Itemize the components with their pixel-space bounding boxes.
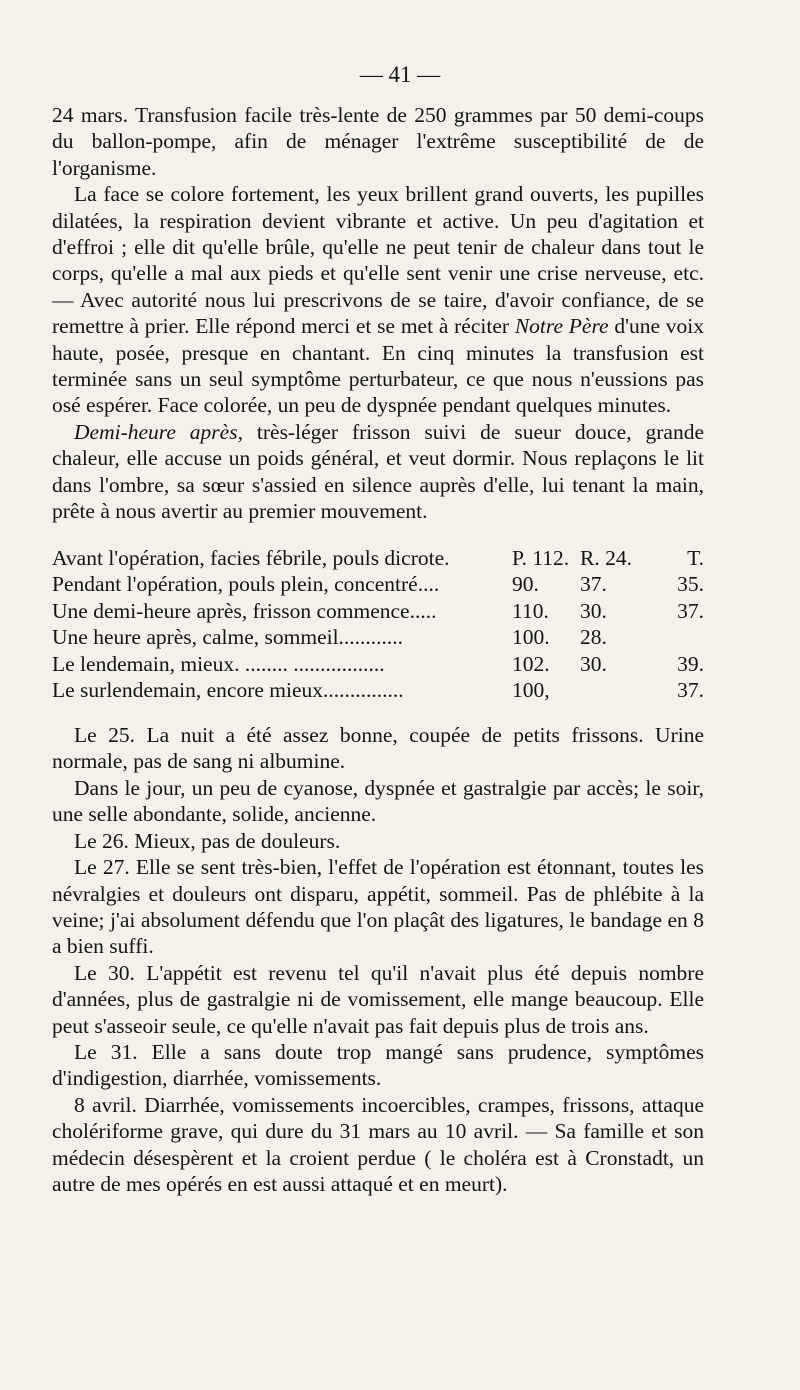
pulse-value: 102. <box>512 651 550 676</box>
paragraph: Le 27. Elle se sent très-bien, l'effet de l'opération est étonnant, toutes les névralgies et douleurs ont disparu, appétit, sommeil. Pas de phlébite à la veine; j'ai absolument défendu que l'on plaçât des ligatures, le bandage en 8 a bien suffi. <box>52 855 704 959</box>
page-number: — 41 — <box>359 62 441 87</box>
paragraph <box>52 419 704 525</box>
pulse-value: 100, <box>512 678 550 703</box>
observation-table <box>52 545 704 705</box>
observation-row <box>52 598 704 625</box>
italic-title: Notre Père <box>514 314 609 339</box>
paragraph-text: très-léger frisson suivi de sueur douce, grande chaleur, elle accuse un poids général, et veut dormir. Nous replaçons le lit dans l'ombre, sa sœur s'assied en silence auprès d'elle, lui tenant la main, prête à nous avertir au premier mouvement. <box>52 419 704 524</box>
observation-label: Pendant l'opération, pouls plein, concentré.... <box>52 572 440 597</box>
respiration-value: 30. <box>580 651 607 676</box>
paragraph: Le 31. Elle a sans doute trop mangé sans prudence, symptômes d'indigestion, diarrhée, vomissements. <box>52 1039 704 1091</box>
temperature-value: 39. <box>677 651 704 676</box>
paragraph-text: d'une voix haute, posée, presque en chantant. En cinq minutes la transfusion est terminée sans un seul symptôme perturbateur, ce que nous n'eussions pas osé espérer. Face colorée, un peu de dyspnée pendant quelques minutes. <box>52 314 705 418</box>
observation-label: Une demi-heure après, frisson commence..... <box>52 598 437 623</box>
respiration-value: 37. <box>580 572 607 597</box>
italic-phrase: Demi-heure après, <box>74 419 243 444</box>
paragraph: 8 avril. Diarrhée, vomissements incoercibles, crampes, frissons, attaque cholériforme grave, qui dure du 31 mars au 10 avril. — Sa famille et son médecin désespèrent et la croient perdue ( le choléra est à Cronstadt, un autre de mes opérés en est aussi attaqué et en meurt). <box>52 1092 704 1196</box>
observation-label: Le surlendemain, encore mieux............... <box>52 678 404 703</box>
temperature-value: 37. <box>677 598 704 623</box>
observation-row <box>52 677 704 704</box>
paragraph-text: La face se colore fortement, les yeux brillent grand ouverts, les pupilles dilatées, la respiration devient vibrante et active. Un peu d'agitation et d'effroi ; elle dit qu'elle brûle, qu'elle ne peut tenir de chaleur dans tout le corps, qu'elle a mal aux pieds et qu'elle sent venir une crise nerveuse, etc. — Avec autorité nous lui prescrivons de se taire, d'avoir confiance, de se remettre à prier. Elle répond merci et se met à réciter <box>52 182 704 339</box>
observation-label: Une heure après, calme, sommeil............ <box>52 625 404 650</box>
paragraph: 24 mars. Transfusion facile très-lente de 250 grammes par 50 demi-coups du ballon-pompe, afin de ménager l'extrême susceptibilité de de l'organisme. <box>52 103 704 180</box>
paragraph: Dans le jour, un peu de cyanose, dyspnée et gastralgie par accès; le soir, une selle abondante, solide, ancienne. <box>52 775 704 827</box>
paragraph <box>52 181 704 419</box>
paragraph: Le 26. Mieux, pas de douleurs. <box>74 828 341 853</box>
respiration-value: 28. <box>580 625 607 650</box>
paragraph: Le 25. La nuit a été assez bonne, coupée de petits frissons. Urine normale, pas de sang ni albumine. <box>52 723 704 774</box>
temperature-value: T. 35. <box>677 545 704 596</box>
pulse-value: 90. <box>512 572 539 597</box>
page-body <box>52 102 704 1197</box>
paragraph: Le 30. L'appétit est revenu tel qu'il n'avait plus été depuis nombre d'années, plus de gastralgie ni de vomissement, elle mange beaucoup. Elle peut s'asseoir seule, ce qu'elle n'avait pas fait depuis plus de trois ans. <box>52 960 704 1038</box>
observation-row <box>52 624 704 651</box>
observation-row <box>52 651 704 678</box>
observation-label: Avant l'opération, facies fébrile, pouls dicrote. <box>52 545 450 570</box>
respiration-value: 30. <box>580 598 607 623</box>
observation-label: Le lendemain, mieux. ........ ................. <box>52 651 385 676</box>
respiration-value: R. 24. <box>580 545 632 570</box>
observation-row <box>52 571 704 598</box>
pulse-value: 100. <box>512 625 550 650</box>
temperature-value: 37. <box>677 678 704 703</box>
pulse-value: P. 112. <box>512 545 570 570</box>
pulse-value: 110. <box>512 598 549 623</box>
